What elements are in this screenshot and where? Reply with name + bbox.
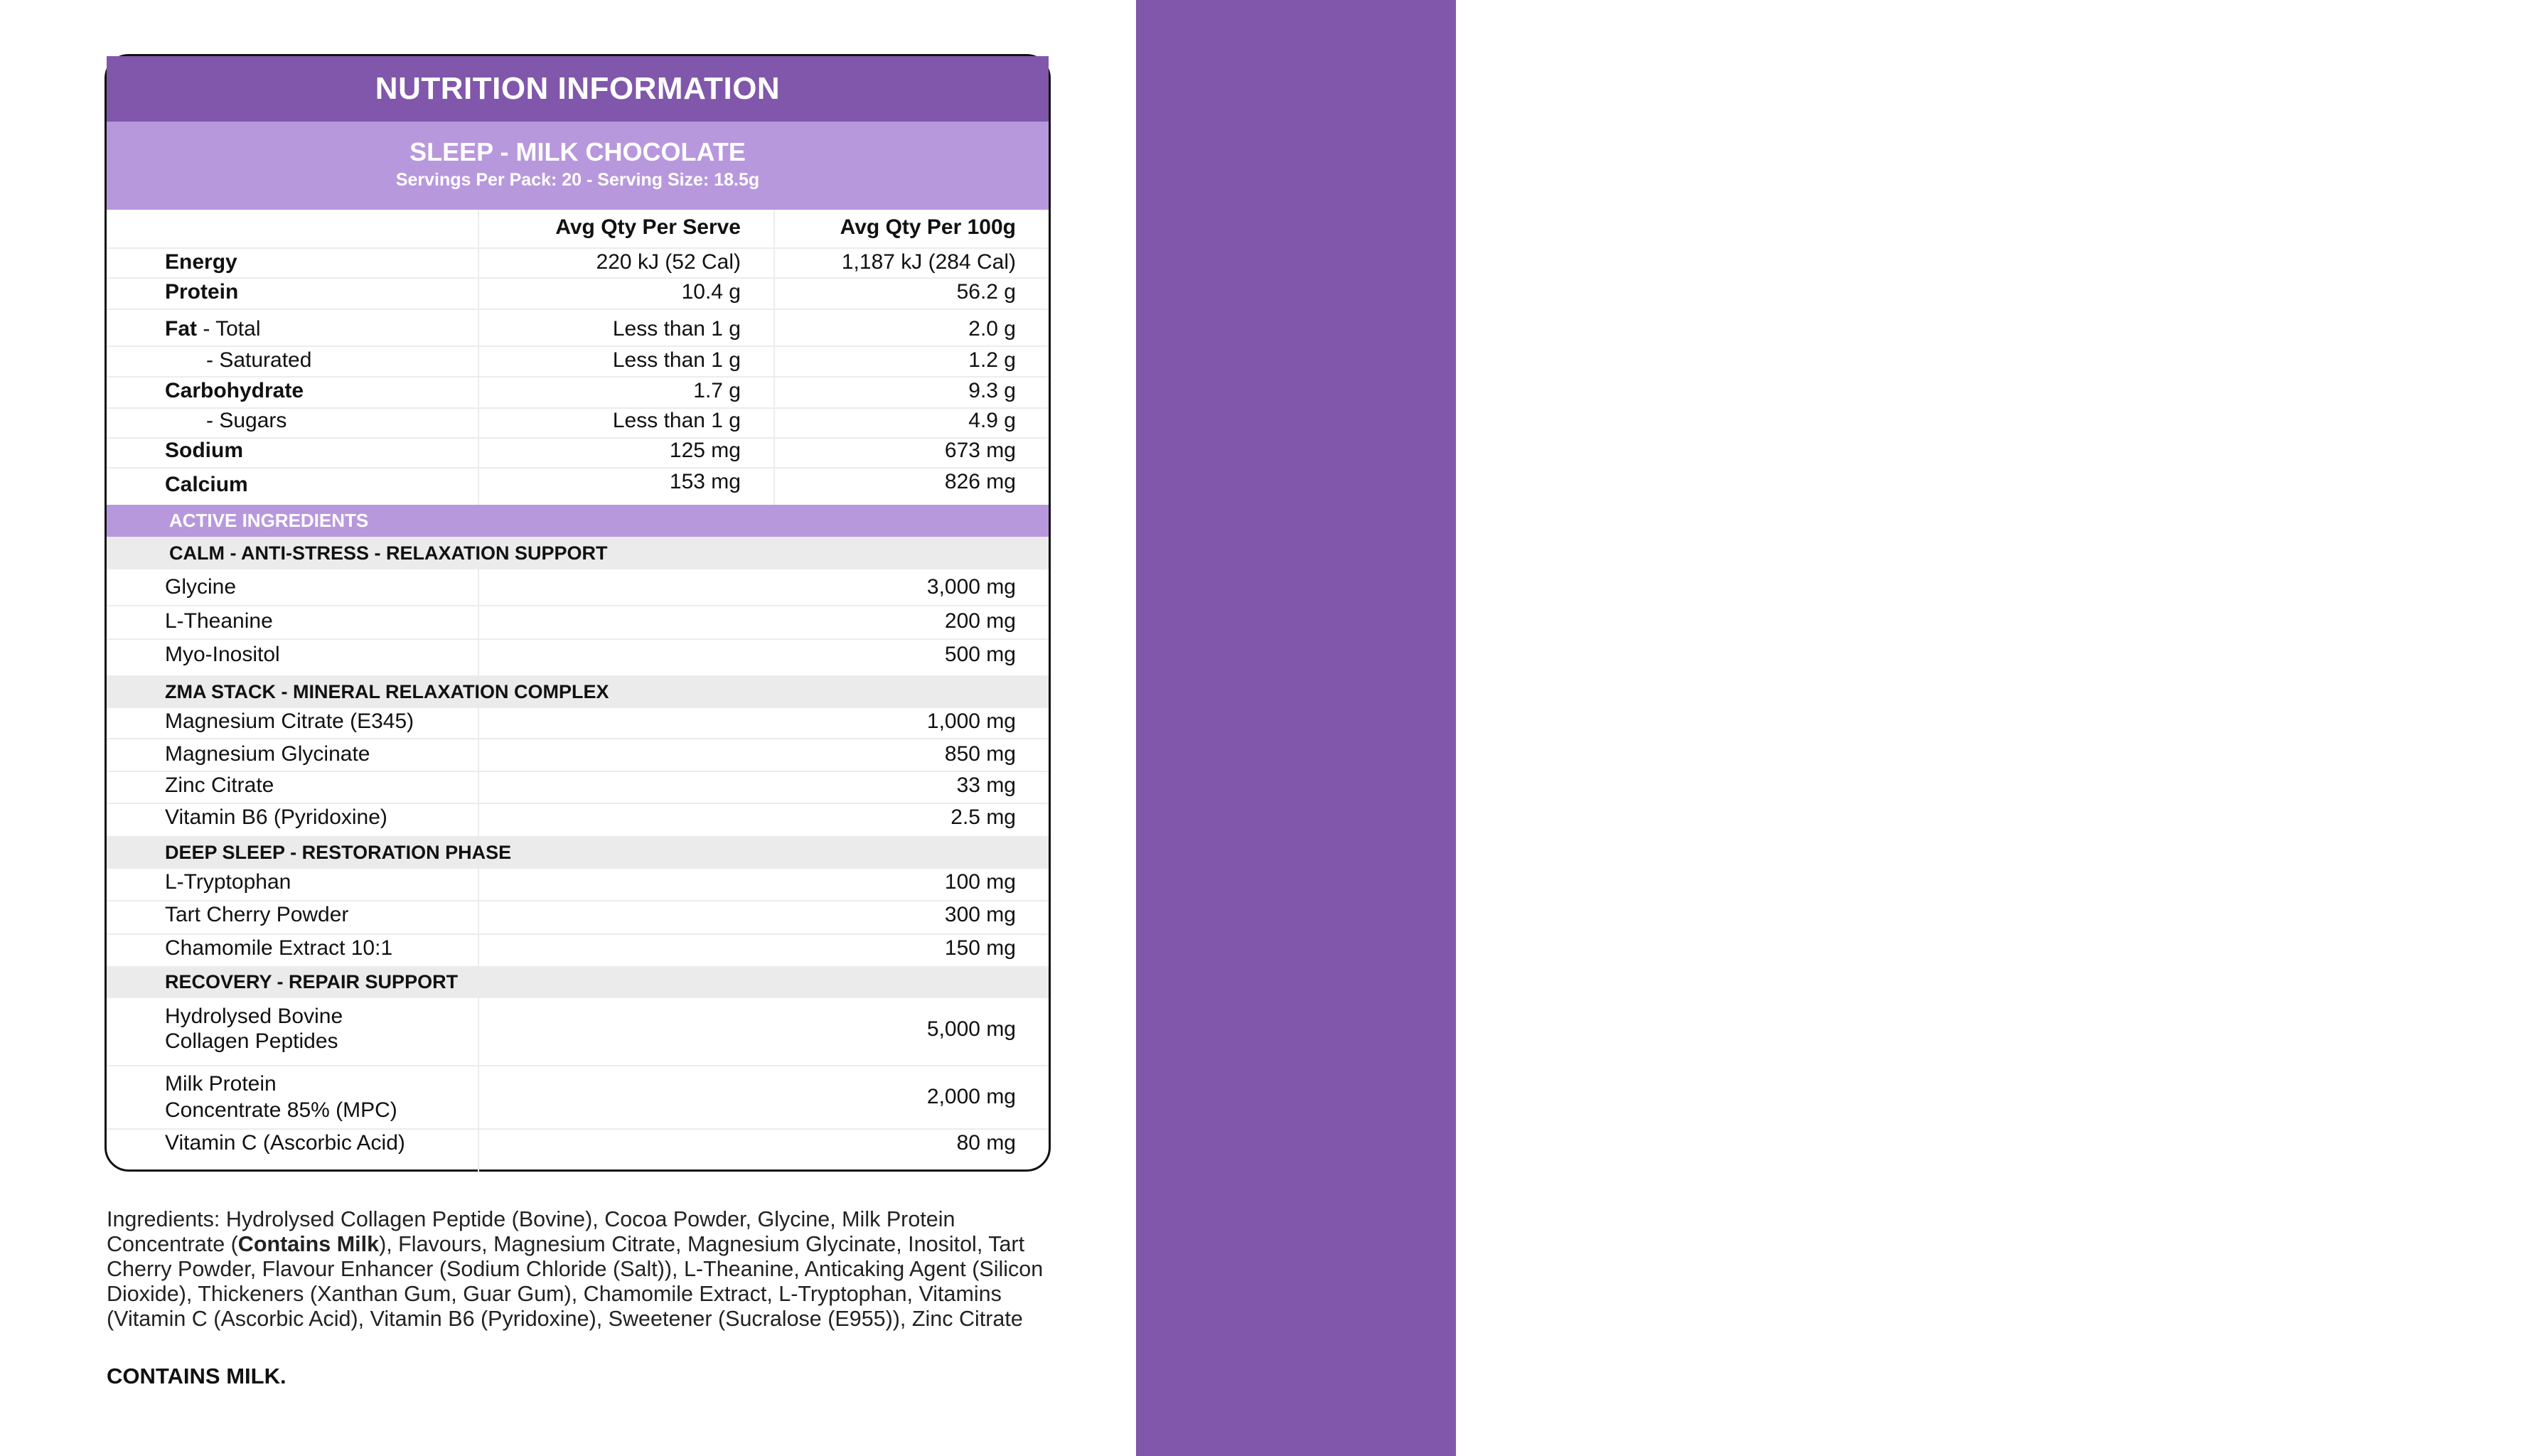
nutrition-row-sugars (107, 409, 1049, 439)
ingredient-amount: 80 mg (956, 1131, 1016, 1155)
ingredient-name: Chamomile Extract 10:1 (165, 936, 393, 960)
active-ingredients-header: ACTIVE INGREDIENTS (107, 505, 1049, 537)
product-name: SLEEP - MILK CHOCOLATE (409, 137, 746, 166)
ingredient-name: Zinc Citrate (165, 774, 274, 797)
nutrient-label: Fat (165, 317, 197, 341)
nutrition-row-calcium (107, 469, 1049, 505)
nutrition-row-protein (107, 279, 1049, 310)
ingredient-row (107, 640, 1049, 675)
ingredient-amount: 150 mg (944, 936, 1016, 960)
ingredient-row (107, 606, 1049, 640)
nutrient-sublabel: - Saturated (206, 348, 312, 372)
ingredient-amount: 850 mg (944, 742, 1016, 766)
per-100g-value: 2.0 g (968, 317, 1016, 341)
ingredient-name-line1: Hydrolysed Bovine (165, 1005, 343, 1028)
per-100g-value: 1.2 g (968, 348, 1016, 372)
section-header-deep-sleep: DEEP SLEEP - RESTORATION PHASE (107, 836, 1049, 869)
per-serve-value: 10.4 g (681, 280, 741, 304)
nutrient-label: Protein (165, 280, 239, 304)
ingredient-amount: 2,000 mg (926, 1085, 1016, 1108)
ingredient-row (107, 901, 1049, 935)
nutrient-label: Sodium (165, 439, 243, 462)
ingredient-name-line2: Collagen Peptides (165, 1029, 338, 1053)
ingredient-name: L-Tryptophan (165, 870, 291, 894)
nutrition-row-fat-total (107, 310, 1049, 347)
nutrition-panel (105, 54, 1051, 1172)
ingredients-list (107, 1207, 1045, 1332)
column-header-row (107, 210, 1049, 249)
ingredient-name: Tart Cherry Powder (165, 903, 349, 926)
ingredients-text: Ingredients: Hydrolysed Collagen Peptide (Bovine), Cocoa Powder, Glycine, Milk Protein Concentrate ( (107, 1207, 955, 1256)
ingredient-row (107, 739, 1049, 772)
per-100g-value: 4.9 g (968, 409, 1016, 432)
ingredient-row (107, 708, 1049, 739)
section-header-zma: ZMA STACK - MINERAL RELAXATION COMPLEX (107, 675, 1049, 708)
nutrition-row-carbohydrate (107, 378, 1049, 409)
section-header-calm: CALM - ANTI-STRESS - RELAXATION SUPPORT (107, 537, 1049, 569)
ingredient-amount: 2.5 mg (950, 805, 1016, 829)
nutrition-row-sodium (107, 439, 1049, 469)
ingredient-name: L-Theanine (165, 609, 273, 633)
ingredient-row (107, 772, 1049, 804)
ingredient-name: Magnesium Citrate (E345) (165, 710, 414, 733)
per-serve-value: 125 mg (669, 439, 741, 462)
ingredient-amount: 3,000 mg (926, 575, 1016, 599)
per-serve-value: Less than 1 g (612, 409, 741, 432)
serving-info: Servings Per Pack: 20 - Serving Size: 18.5g (395, 170, 760, 190)
allergen-inline: Contains Milk (237, 1232, 380, 1256)
per-100g-value: 826 mg (944, 470, 1016, 493)
ingredient-name: Myo-Inositol (165, 643, 280, 666)
section-header-recovery: RECOVERY - REPAIR SUPPORT (107, 966, 1049, 998)
ingredient-row (107, 1066, 1049, 1130)
ingredient-name-line2: Concentrate 85% (MPC) (165, 1098, 397, 1122)
ingredient-name: Glycine (165, 575, 237, 599)
ingredient-name: Vitamin C (Ascorbic Acid) (165, 1131, 405, 1155)
per-serve-value: Less than 1 g (612, 317, 741, 341)
ingredients-text: ), Flavours, Magnesium Citrate, Magnesium Glycinate, Inositol, Tart Cherry Powder, Flavour Enhancer (Sodium Chloride (Salt)), L-Theanine, Anticaking Agent (Silicon Dioxide), Thickeners (Xanthan Gum, Guar Gum), Chamomile Extract, L-Tryptophan, Vitamins (Vitamin C (Ascorbic Acid), Vitamin B6 (Pyridoxine), Sweetener (Sucralose (E955)), Zinc Citrate (107, 1232, 1044, 1331)
nutrient-label: Carbohydrate (165, 379, 304, 402)
ingredient-name-line1: Milk Protein (165, 1072, 277, 1096)
ingredient-amount: 33 mg (956, 774, 1016, 797)
nutrient-sublabel: - Total (197, 317, 261, 341)
per-100g-value: 56.2 g (956, 280, 1016, 304)
ingredient-row (107, 935, 1049, 966)
ingredient-row (107, 1130, 1049, 1174)
per-100g-value: 673 mg (944, 439, 1016, 462)
nutrient-label: Calcium (165, 473, 248, 496)
per-serve-value: Less than 1 g (612, 348, 741, 372)
ingredient-row (107, 869, 1049, 901)
ingredient-amount: 300 mg (944, 903, 1016, 926)
product-band (107, 122, 1049, 210)
per-serve-value: 153 mg (669, 470, 741, 493)
ingredient-name: Vitamin B6 (Pyridoxine) (165, 805, 387, 829)
per-100g-value: 9.3 g (968, 379, 1016, 402)
ingredient-amount: 1,000 mg (926, 710, 1016, 733)
flavour-title-vertical: MILK CHOCOLATE (2353, 280, 2528, 1167)
ingredient-amount: 500 mg (944, 643, 1016, 666)
ingredient-amount: 5,000 mg (926, 1017, 1016, 1041)
per-serve-value: 1.7 g (693, 379, 741, 402)
ingredient-name: Magnesium Glycinate (165, 742, 370, 766)
per-serve-value: 220 kJ (52 Cal) (596, 250, 741, 274)
ingredient-amount: 200 mg (944, 609, 1016, 633)
ingredient-row (107, 569, 1049, 606)
nutrient-label: Energy (165, 250, 237, 274)
allergen-statement: CONTAINS MILK. (107, 1364, 286, 1388)
ingredient-row (107, 998, 1049, 1066)
panel-title: NUTRITION INFORMATION (107, 56, 1049, 122)
per-100g-value: 1,187 kJ (284 Cal) (841, 250, 1016, 274)
col-header-per-100g: Avg Qty Per 100g (840, 215, 1016, 239)
ingredient-row (107, 804, 1049, 836)
nutrition-row-energy (107, 249, 1049, 279)
nutrient-sublabel: - Sugars (206, 409, 287, 432)
col-header-per-serve: Avg Qty Per Serve (555, 215, 741, 239)
nutrition-row-saturated (107, 347, 1049, 378)
ingredient-amount: 100 mg (944, 870, 1016, 894)
side-panel (1136, 0, 2528, 1456)
